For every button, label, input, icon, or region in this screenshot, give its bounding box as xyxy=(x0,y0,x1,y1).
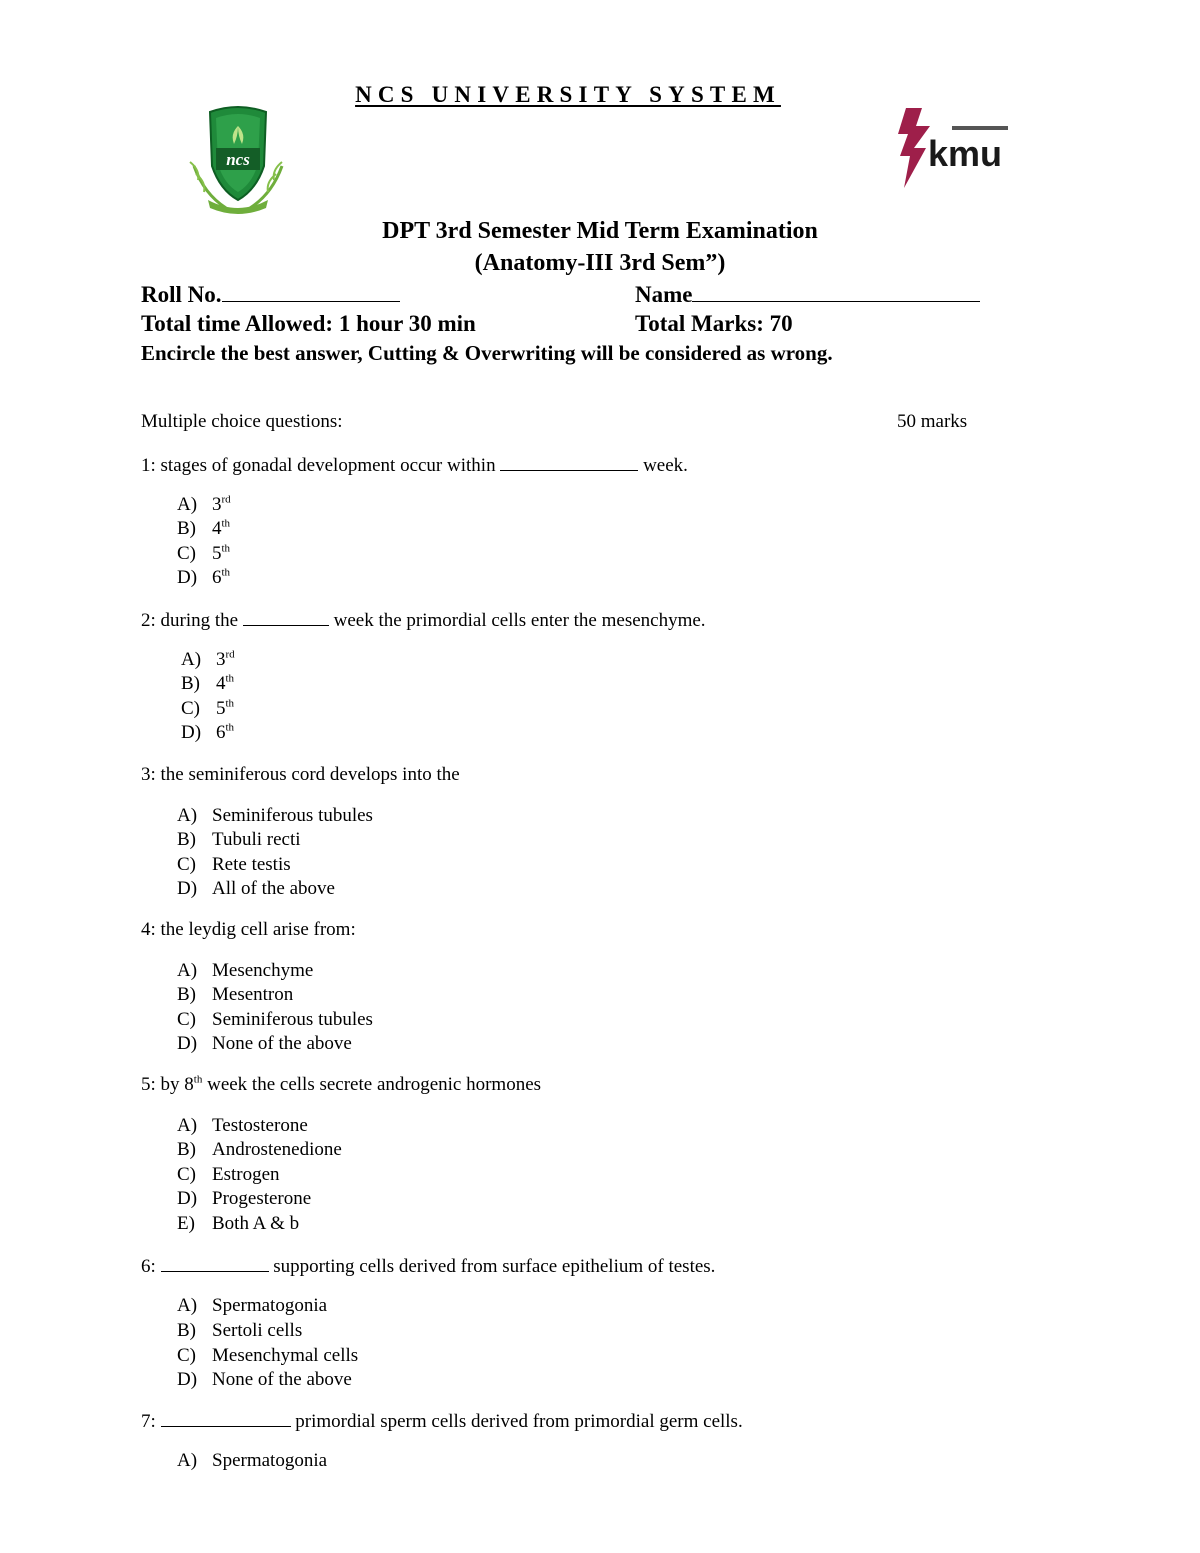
answer-blank xyxy=(500,454,638,471)
option-6c: C) Mesenchymal cells xyxy=(177,1345,359,1366)
question-7: 7: primordial sperm cells derived from primordial germ cells. xyxy=(141,1411,743,1432)
question-6: 6: supporting cells derived from surface epithelium of testes. xyxy=(141,1256,716,1277)
roll-number-line xyxy=(222,281,400,302)
option-2a: A) 3rd xyxy=(181,648,235,670)
option-5c: C) Estrogen xyxy=(177,1164,280,1185)
svg-text:kmu: kmu xyxy=(928,133,1003,174)
name-line xyxy=(692,281,980,302)
section-marks: 50 marks xyxy=(897,411,968,432)
exam-title: DPT 3rd Semester Mid Term Examination xyxy=(382,218,818,244)
kmu-logo xyxy=(896,104,1012,190)
answer-blank xyxy=(243,609,329,626)
option-1b: B) 4th xyxy=(177,517,231,539)
option-1c: C) 5th xyxy=(177,542,231,564)
question-5: 5: by 8th week the cells secrete androgenic hormones xyxy=(141,1073,542,1095)
answer-blank xyxy=(161,1410,291,1427)
option-3a: A) Seminiferous tubules xyxy=(177,805,373,826)
ncs-logo xyxy=(186,104,290,216)
option-5a: A) Testosterone xyxy=(177,1115,308,1136)
option-2d: D) 6th xyxy=(181,721,235,743)
option-5d: D) Progesterone xyxy=(177,1188,312,1209)
option-6a: A) Spermatogonia xyxy=(177,1295,328,1316)
name-label: Name xyxy=(635,282,693,307)
option-5b: B) Androstenedione xyxy=(177,1139,342,1160)
option-4d: D) None of the above xyxy=(177,1033,352,1054)
option-4b: B) Mesentron xyxy=(177,984,294,1005)
question-1: 1: stages of gonadal development occur within week. xyxy=(141,455,688,476)
option-3d: D) All of the above xyxy=(177,878,335,899)
section-title: Multiple choice questions: xyxy=(141,411,343,432)
option-2b: B) 4th xyxy=(181,672,235,694)
option-4c: C) Seminiferous tubules xyxy=(177,1009,373,1030)
option-3b: B) Tubuli recti xyxy=(177,829,301,850)
total-marks: Total Marks: 70 xyxy=(635,311,793,336)
option-6b: B) Sertoli cells xyxy=(177,1320,303,1341)
answer-blank xyxy=(161,1255,269,1272)
university-name: NCS UNIVERSITY SYSTEM xyxy=(355,82,781,107)
option-4a: A) Mesenchyme xyxy=(177,960,314,981)
option-7a: A) Spermatogonia xyxy=(177,1450,328,1471)
svg-text:ncs: ncs xyxy=(226,150,250,169)
option-1a: A) 3rd xyxy=(177,493,231,515)
option-1d: D) 6th xyxy=(177,566,231,588)
time-allowed: Total time Allowed: 1 hour 30 min xyxy=(141,311,476,336)
question-2: 2: during the week the primordial cells enter the mesenchyme. xyxy=(141,610,706,631)
option-2c: C) 5th xyxy=(181,697,235,719)
option-6d: D) None of the above xyxy=(177,1369,352,1390)
name-field xyxy=(635,281,980,308)
question-4: 4: the leydig cell arise from: xyxy=(141,919,356,940)
exam-subject: (Anatomy-III 3rd Sem”) xyxy=(474,250,726,276)
option-3c: C) Rete testis xyxy=(177,854,291,875)
option-5e: E) Both A & b xyxy=(177,1213,300,1234)
roll-number-field xyxy=(141,281,400,308)
instruction: Encircle the best answer, Cutting & Overwriting will be considered as wrong. xyxy=(141,341,833,365)
question-3: 3: the seminiferous cord develops into the xyxy=(141,764,460,785)
roll-number-label: Roll No. xyxy=(141,282,222,307)
